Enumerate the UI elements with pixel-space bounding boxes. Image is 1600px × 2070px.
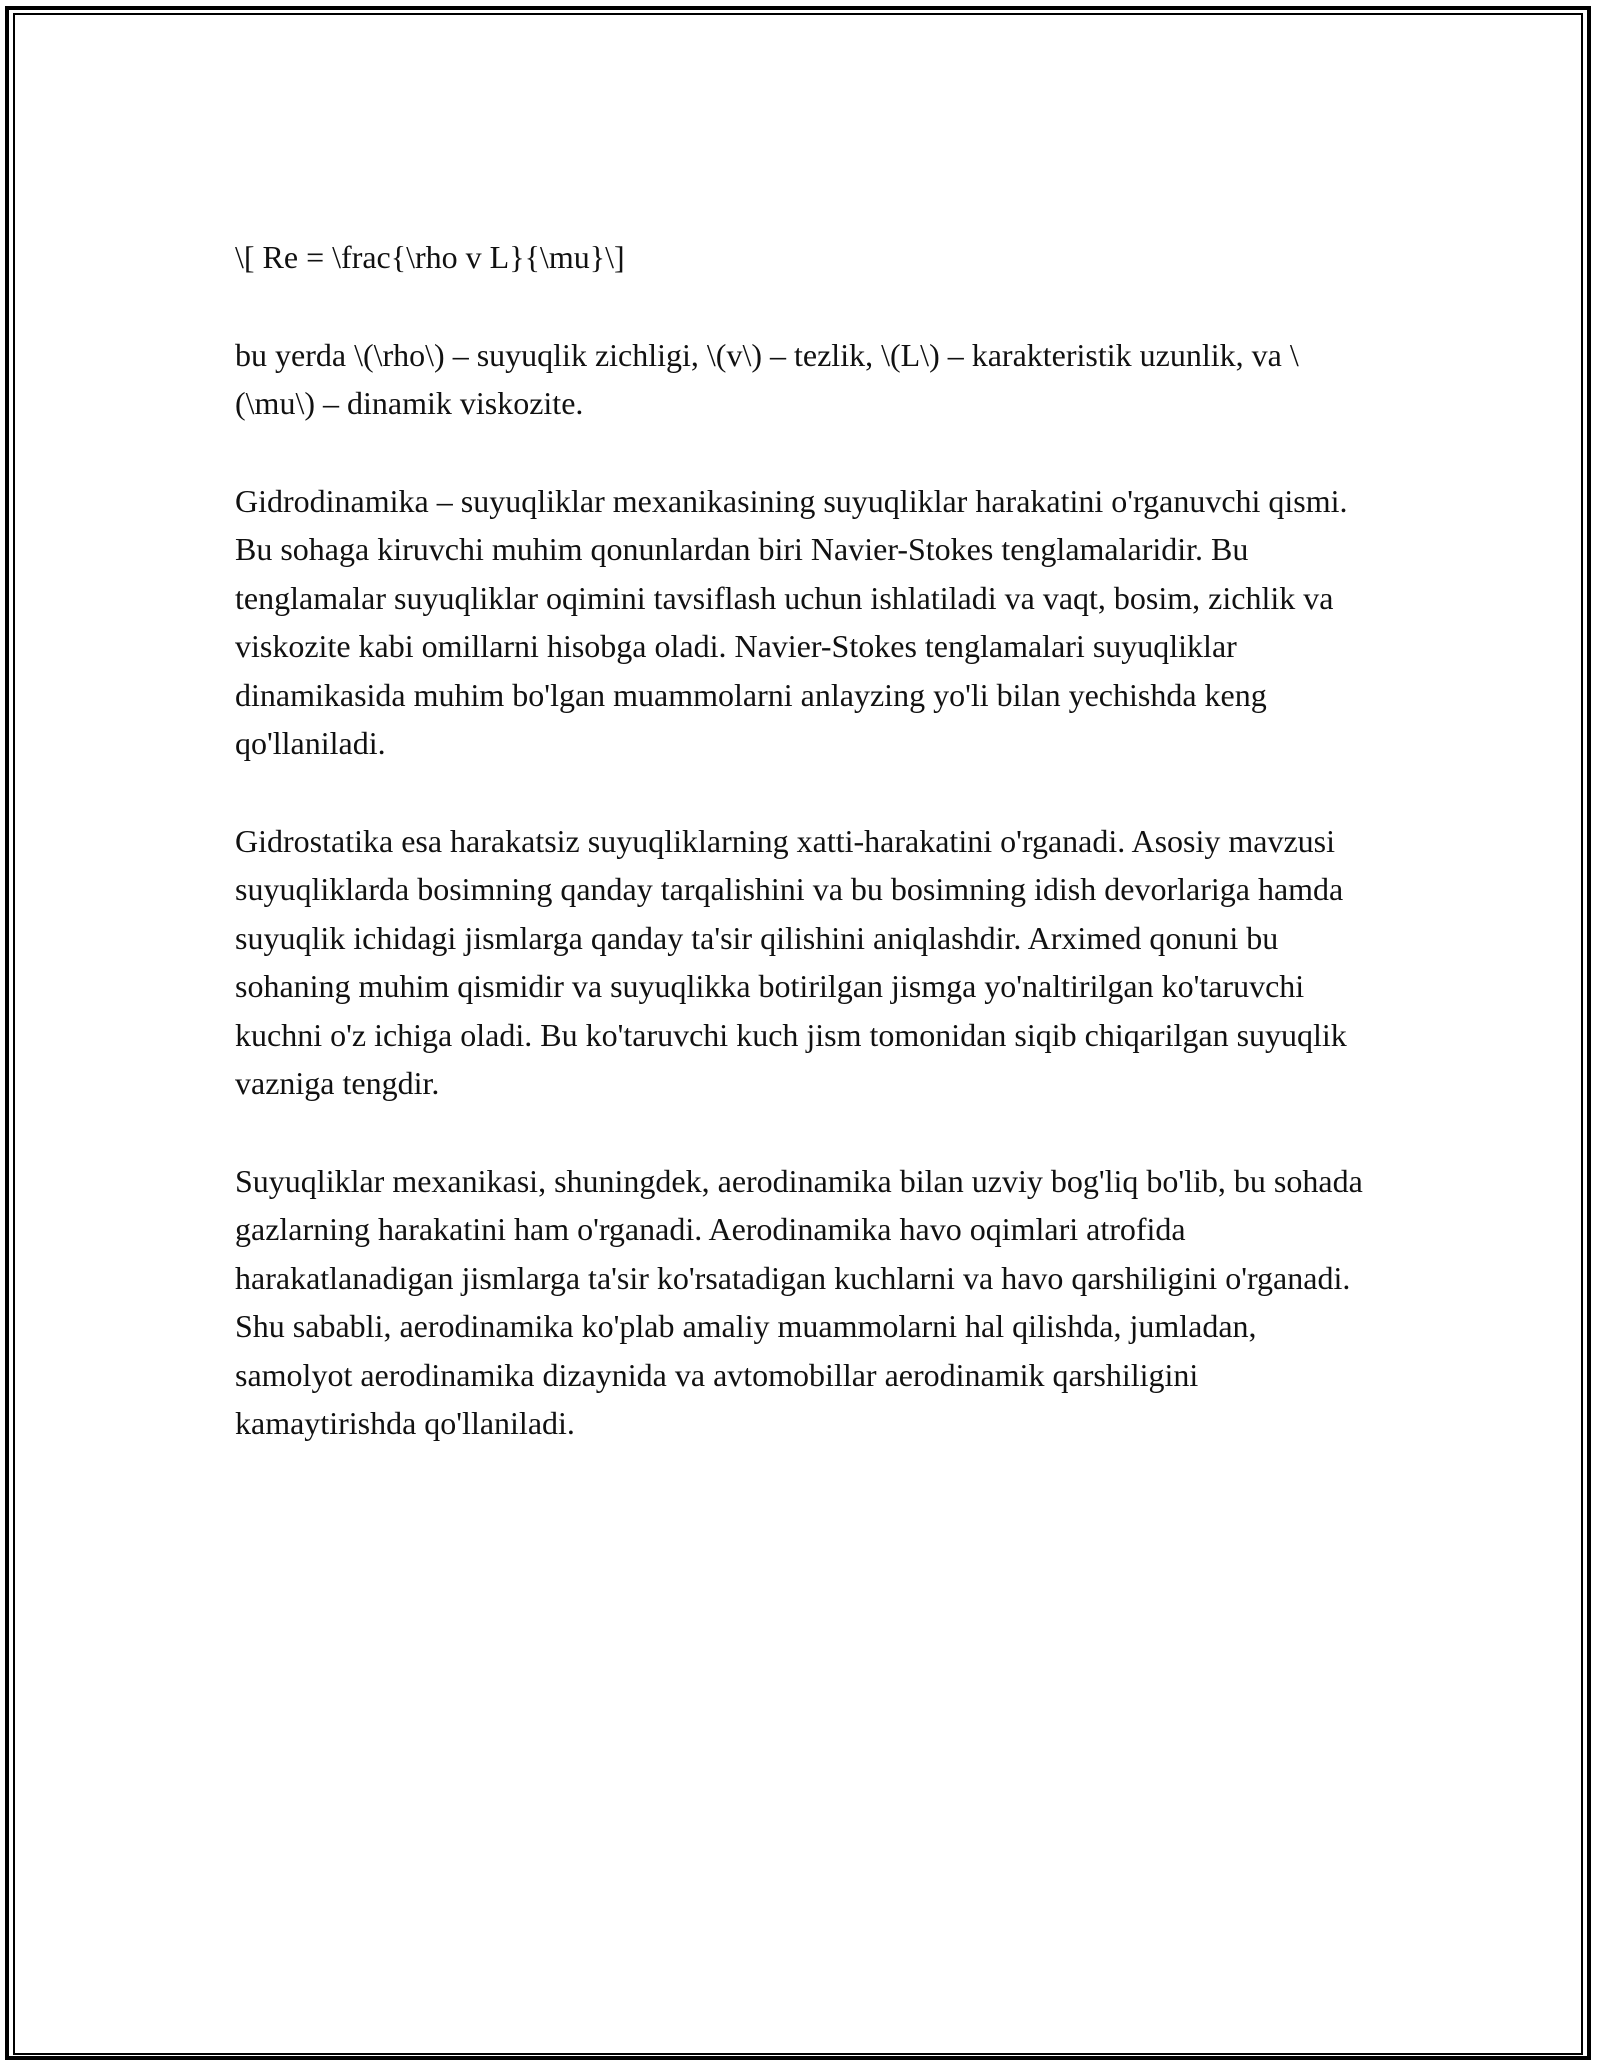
paragraph-hydrodynamics: Gidrodinamika – suyuqliklar mexanikasining suyuqliklar harakatini o'rganuvchi qismi. Bu sohaga kiruvchi muhim qonunlardan biri Navier-Stokes tenglamalaridir. Bu tenglamalar suyuqliklar oqimini tavsiflash uchun ishlatiladi va vaqt, bosim, zichlik va viskozite kabi omillarni hisobga oladi. Navier-Stokes tenglamalari suyuqliklar dinamikasida muhim bo'lgan muammolarni anlayzing yo'li bilan yechishda keng qo'llaniladi. [235,482,1348,761]
paragraph-variables: bu yerda \(\rho\) – suyuqlik zichligi, \(v\) – tezlik, \(L\) – karakteristik uzunlik, va \(\mu\) – dinamik viskozite. [235,336,1299,421]
document-body [235,233,1370,1497]
formula-line: \[ Re = \frac{\rho v L}{\mu}\] [235,239,625,275]
paragraph-hydrostatics: Gidrostatika esa harakatsiz suyuqliklarning xatti-harakatini o'rganadi. Asosiy mavzusi suyuqliklarda bosimning qanday tarqalishini va bu bosimning idish devorlariga hamda suyuqlik ichidagi jismlarga qanday ta'sir qilishini aniqlashdir. Arximed qonuni bu sohaning muhim qismidir va suyuqlikka botirilgan jismga yo'naltirilgan ko'taruvchi kuchni o'z ichiga oladi. Bu ko'taruvchi kuch jism tomonidan siqib chiqarilgan suyuqlik vazniga tengdir. [235,822,1347,1101]
paragraph-aerodynamics: Suyuqliklar mexanikasi, shuningdek, aerodinamika bilan uzviy bog'liq bo'lib, bu sohada gazlarning harakatini ham o'rganadi. Aerodinamika havo oqimlari atrofida harakatlanadigan jismlarga ta'sir ko'rsatadigan kuchlarni va havo qarshiligini o'rganadi. Shu sababli, aerodinamika ko'plab amaliy muammolarni hal qilishda, jumladan, samolyot aerodinamika dizaynida va avtomobillar aerodinamik qarshiligini kamaytirishda qo'llaniladi. [235,1162,1363,1441]
